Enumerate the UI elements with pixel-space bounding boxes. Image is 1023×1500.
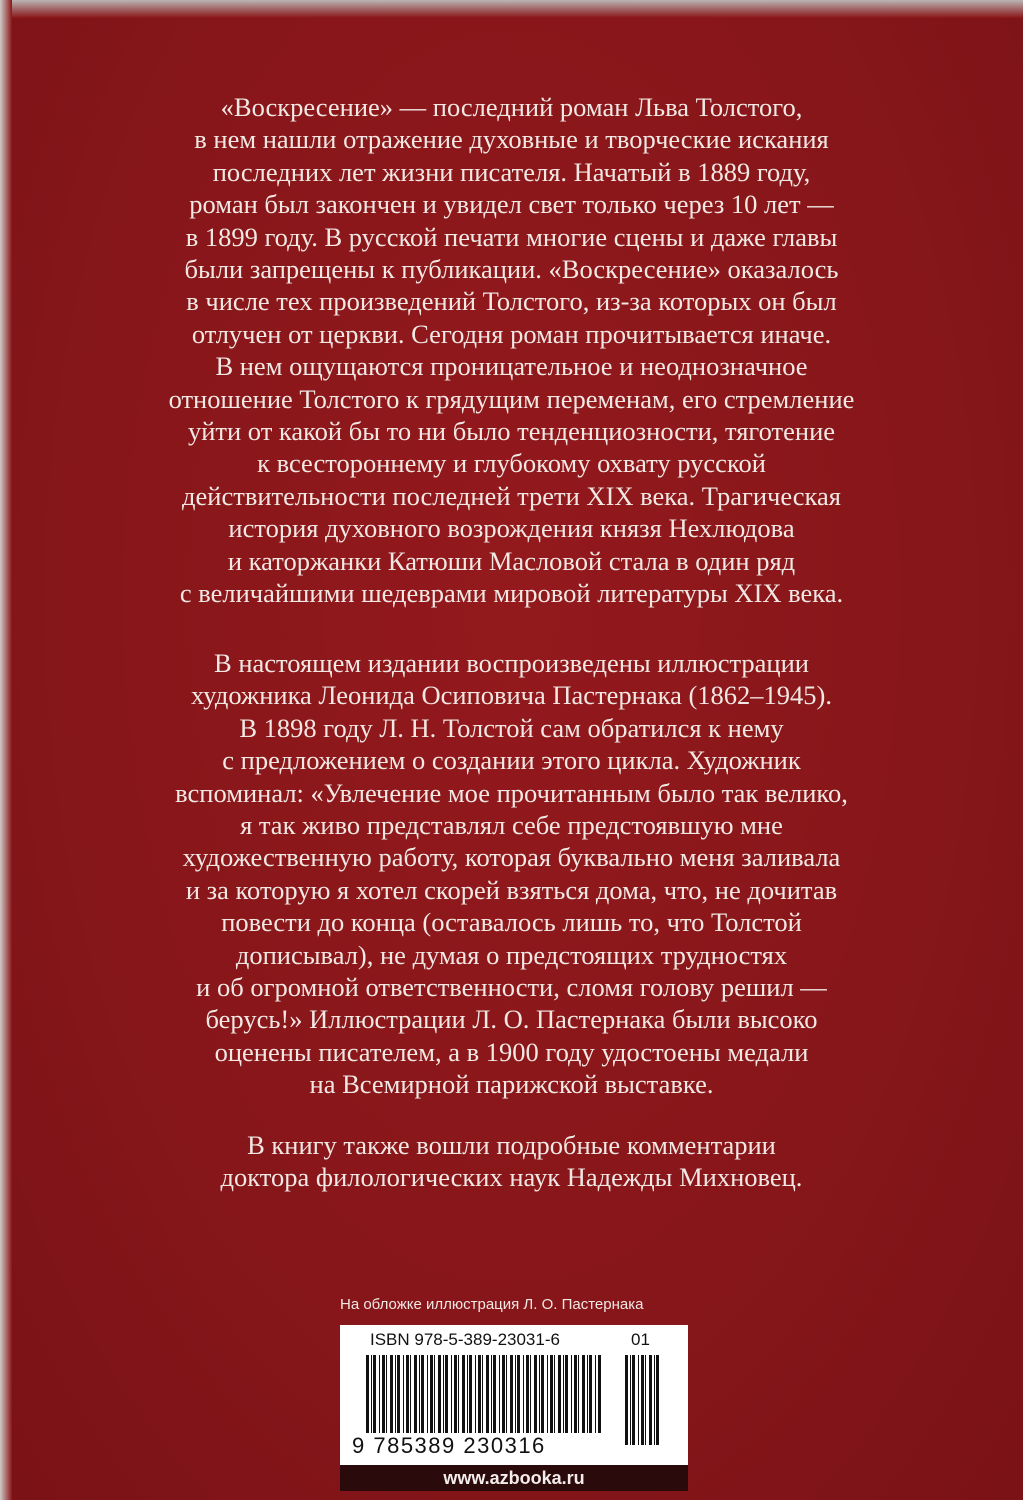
barcode-bar [475, 1355, 476, 1433]
text-line: последних лет жизни писателя. Начатый в 1889 году, [212, 156, 811, 187]
barcode-bar [638, 1355, 639, 1445]
barcode-bar [517, 1355, 520, 1433]
barcode-bar [563, 1355, 564, 1433]
barcode-bar [641, 1355, 644, 1445]
barcode-bars [364, 1355, 604, 1445]
text-line: и каторжанки Катюши Масловой стала в один ряд [227, 545, 796, 576]
barcode-bar [595, 1355, 596, 1433]
text-line: художественную работу, которая буквально меня заливала [182, 842, 841, 873]
text-line: действительности последней трети XIX века. Трагическая [182, 480, 841, 511]
text-line: история духовного возрождения князя Нехлюдова [228, 513, 795, 544]
barcode-bar [482, 1355, 483, 1433]
text-line: я так живо представлял себе предстоявшую мне [240, 810, 783, 841]
isbn-barcode [340, 1325, 688, 1465]
text-line: к всестороннему и глубокому охвату русской [257, 448, 766, 479]
barcode-bar [554, 1355, 555, 1433]
text-line: В книгу также вошли подробные комментарии [247, 1130, 776, 1160]
barcode-bar [510, 1355, 513, 1433]
scan-edge-left [0, 0, 12, 1500]
text-line: с величайшими шедеврами мировой литературы XIX века. [179, 578, 844, 609]
text-line: оценены писателем, а в 1900 году удостоены медали [214, 1036, 809, 1067]
barcode-bar [379, 1355, 380, 1433]
barcode-bar [421, 1355, 424, 1433]
barcode-bar [493, 1355, 496, 1433]
barcode-bar [491, 1355, 492, 1433]
barcode-bar [386, 1355, 387, 1433]
publisher-website: www.azbooka.ru [340, 1465, 688, 1491]
text-line: в 1899 году. В русской печати многие сцены и даже главы [185, 221, 838, 252]
text-line: уйти от какой бы то ни было тенденциозности, тяготение [187, 416, 836, 447]
barcode-bar [395, 1355, 396, 1433]
text-line: В 1898 году Л. Н. Толстой сам обратился к нему [239, 712, 784, 743]
annotation-paragraph-2 [100, 647, 923, 1101]
barcode-bar [598, 1355, 601, 1433]
barcode-bar [382, 1355, 385, 1433]
barcode-bar [589, 1355, 592, 1433]
barcode-bar [414, 1355, 417, 1433]
text-line: на Всемирной парижской выставке. [309, 1069, 714, 1100]
barcode-bar [558, 1355, 561, 1433]
text-line: художника Леонида Осиповича Пастернака (1862–1945). [191, 680, 832, 711]
barcode-bar [486, 1355, 489, 1433]
text-line: берусь!» Иллюстрации Л. О. Пастернака были высоко [205, 1004, 818, 1035]
barcode-bar [582, 1355, 585, 1433]
barcode-bar [550, 1355, 553, 1433]
barcode-bar [534, 1355, 537, 1433]
barcode-bar [530, 1355, 531, 1433]
text-line: отношение Толстого к грядущим переменам, его стремление [168, 383, 855, 414]
annotation-paragraph-3 [100, 1129, 923, 1194]
barcode-bar [574, 1355, 577, 1433]
text-line: повести до конца (оставалось лишь то, что Толстой [221, 907, 802, 938]
barcode-bar [373, 1355, 376, 1433]
barcode-bar [451, 1355, 452, 1433]
annotation-paragraph-1 [100, 91, 923, 610]
barcode-bar [565, 1355, 568, 1433]
barcode-bar [649, 1355, 652, 1445]
text-line: роман был закончен и увидел свет только через 10 лет — [189, 189, 834, 220]
text-line: в нем нашли отражение духовные и творческие искания [194, 124, 829, 155]
barcode-bar [397, 1355, 400, 1433]
barcode-addon-label: 01 [631, 1330, 650, 1349]
text-line: в числе тех произведений Толстого, из-за которых он был [186, 286, 837, 317]
barcode-bar [571, 1355, 572, 1433]
barcode-bar [645, 1355, 646, 1445]
text-line: вспоминал: «Увлечение мое прочитанным было так велико, [175, 777, 848, 808]
barcode-bar [632, 1355, 635, 1445]
barcode-bar [541, 1355, 544, 1433]
text-line: и об огромной ответственности, сломя голову решил — [196, 972, 827, 1003]
barcode-bar [502, 1355, 505, 1433]
barcode-bar [371, 1355, 372, 1433]
barcode-bar [523, 1355, 524, 1433]
barcode-bar [478, 1355, 481, 1433]
barcode-bar [410, 1355, 411, 1433]
text-line: с предложением о создании этого цикла. Художник [222, 745, 801, 776]
barcode-bar [403, 1355, 404, 1433]
barcode-bar [366, 1355, 369, 1433]
barcode-bar [506, 1355, 507, 1433]
barcode-bar [390, 1355, 393, 1433]
barcode-bar [515, 1355, 516, 1433]
barcode-bar [547, 1355, 548, 1433]
barcode-bar [430, 1355, 433, 1433]
barcode-bar [427, 1355, 428, 1433]
barcode-bar [419, 1355, 420, 1433]
text-line: доктора филологических наук Надежды Михновец. [220, 1162, 803, 1193]
barcode-bar [443, 1355, 444, 1433]
barcode-bar [445, 1355, 448, 1433]
barcode-bar [438, 1355, 441, 1433]
barcode-bar [526, 1355, 529, 1433]
barcode-bar [499, 1355, 500, 1433]
barcode-bar [630, 1355, 631, 1445]
barcode-bar [454, 1355, 457, 1433]
barcode-bar [578, 1355, 579, 1433]
text-line: дописывал), не думая о предстоящих трудностях [235, 939, 788, 970]
barcode-bar [434, 1355, 435, 1433]
text-line: «Воскресение» — последний роман Льва Толстого, [220, 92, 803, 122]
barcode-bar [654, 1355, 655, 1445]
barcode-bar [467, 1355, 468, 1433]
barcode-bar [469, 1355, 472, 1433]
barcode-bar [539, 1355, 540, 1433]
text-line: и за которую я хотел скорей взяться дома, что, не дочитав [185, 874, 838, 905]
scan-edge-top [0, 0, 1023, 18]
barcode-bar [458, 1355, 459, 1433]
text-line: отлучен от церкви. Сегодня роман прочитывается иначе. [191, 318, 832, 349]
barcode-bar [656, 1355, 659, 1445]
text-line: были запрещены к публикации. «Воскресение» оказалось [184, 254, 839, 285]
barcode-digits: 9 785389 230316 [352, 1433, 546, 1458]
barcode-addon-bars [623, 1355, 663, 1445]
barcode-bar [587, 1355, 588, 1433]
isbn-label: ISBN 978-5-389-23031-6 [370, 1330, 560, 1349]
text-line: В нем ощущаются проницательное и неоднозначное [215, 351, 808, 382]
text-line: В настоящем издании воспроизведены иллюстрации [214, 648, 809, 678]
barcode-bar [462, 1355, 465, 1433]
barcode-bar [625, 1355, 628, 1445]
cover-illustration-credit: На обложке иллюстрация Л. О. Пастернака [340, 1296, 644, 1313]
barcode-bar [406, 1355, 409, 1433]
